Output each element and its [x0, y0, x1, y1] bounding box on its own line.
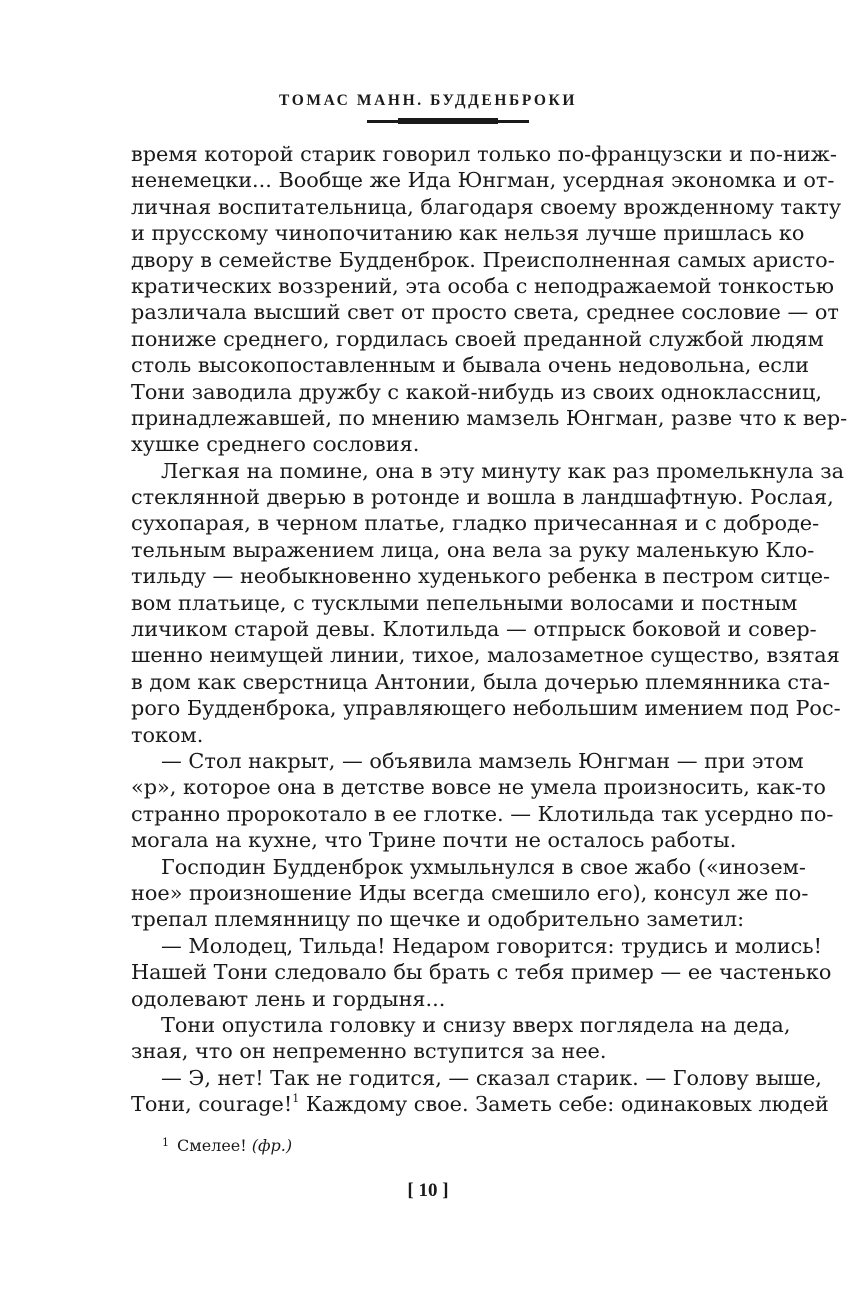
- text-line: стеклянной дверью в ротонде и вошла в ландшафтную. Рослая,: [131, 485, 834, 510]
- text-line: пониже среднего, гордилась своей преданной службой людям: [131, 326, 824, 351]
- text-line: и прусскому чинопочитанию как нельзя лучше пришлась ко: [131, 221, 805, 246]
- text-line: Тони опустила головку и снизу вверх поглядела на деда,: [161, 1012, 791, 1037]
- text-line: рого Будденброка, управляющего небольшим имением под Рос-: [131, 696, 841, 721]
- footnote-language-note: (фр.): [251, 1136, 293, 1155]
- text-line: «р», которое она в детстве вовсе не умела произносить, как-то: [131, 775, 826, 800]
- text-line: одолевают лень и гордыня...: [131, 986, 446, 1011]
- text-line: могала на кухне, что Трине почти не осталось работы.: [131, 828, 737, 853]
- text-line: ное» произношение Иды всегда смешило его), консул же по-: [131, 880, 809, 905]
- text-line: зная, что он непременно вступится за нее.: [131, 1039, 607, 1064]
- running-head: ТОМАС МАНН. БУДДЕНБРОКИ: [278, 92, 577, 109]
- text-line: кратических воззрений, эта особа с неподражаемой тонкостью: [131, 273, 835, 298]
- text-line: хушке среднего сословия.: [131, 432, 420, 457]
- footnote-reference: 1: [292, 1092, 300, 1106]
- text-line: тельным выражением лица, она вела за руку маленькую Кло-: [131, 537, 815, 562]
- footnote-text: Смелее!: [177, 1136, 252, 1155]
- text-line: время которой старик говорил только по-французски и по-ниж-: [131, 142, 837, 166]
- text-line: ненемецки... Вообще же Ида Юнгман, усердная экономка и от-: [131, 168, 835, 193]
- text-line: личная воспитательница, благодаря своему врожденному такту: [131, 194, 842, 219]
- text-line: двору в семействе Будденброк. Преисполненная самых аристо-: [131, 247, 835, 272]
- text-line: вом платьице, с тусклыми пепельными волосами и постным: [131, 590, 798, 615]
- text-line-final: [131, 1091, 829, 1117]
- text-line: принадлежавшей, по мнению мамзель Юнгман, разве что к вер-: [131, 405, 848, 430]
- text-line: Нашей Тони следовало бы брать с тебя пример — ее частенько: [131, 960, 832, 985]
- text-line: током.: [131, 722, 204, 747]
- footnote: [162, 1136, 292, 1155]
- text-line: Легкая на помине, она в эту минуту как раз промелькнула за: [161, 458, 845, 483]
- text-line: — Молодец, Тильда! Недаром говорится: трудись и молись!: [161, 933, 822, 958]
- head-rule-accent: [398, 118, 498, 124]
- body-text: [131, 141, 848, 1117]
- text-line: Господин Будденброк ухмыльнулся в свое жабо («инозем-: [161, 854, 806, 879]
- text-line: шенно неимущей линии, тихое, малозаметное существо, взятая: [131, 643, 840, 668]
- text-line: личиком старой девы. Клотильда — отпрыск боковой и совер-: [131, 617, 817, 642]
- text-line: Тони заводила дружбу с какой-нибудь из своих одноклассниц,: [131, 379, 822, 404]
- text-line: тильду — необыкновенно худенького ребенка в пестром ситце-: [131, 564, 831, 589]
- text-line: сухопарая, в черном платье, гладко причесанная и с доброде-: [131, 511, 820, 536]
- footnote-mark: 1: [162, 1136, 169, 1149]
- text-line: столь высокопоставленным и бывала очень недовольна, если: [131, 353, 810, 378]
- text-segment: Тони, courage!: [131, 1092, 293, 1117]
- text-line: странно пророкотало в ее глотке. — Клотильда так усердно по-: [131, 801, 834, 826]
- text-line: — Стол накрыт, — объявила мамзель Юнгман — при этом: [161, 748, 804, 773]
- text-line: — Э, нет! Так не годится, — сказал старик. — Голову выше,: [161, 1065, 822, 1090]
- page-number: [ 10 ]: [407, 1180, 449, 1201]
- text-line: различала высший свет от просто света, среднее сословие — от: [131, 300, 839, 325]
- text-line: трепал племянницу по щечке и одобрительно заметил:: [131, 907, 745, 932]
- text-line: в дом как сверстница Антонии, была дочерью племянника ста-: [131, 669, 830, 694]
- text-segment: Каждому свое. Заметь себе: одинаковых людей: [299, 1092, 829, 1117]
